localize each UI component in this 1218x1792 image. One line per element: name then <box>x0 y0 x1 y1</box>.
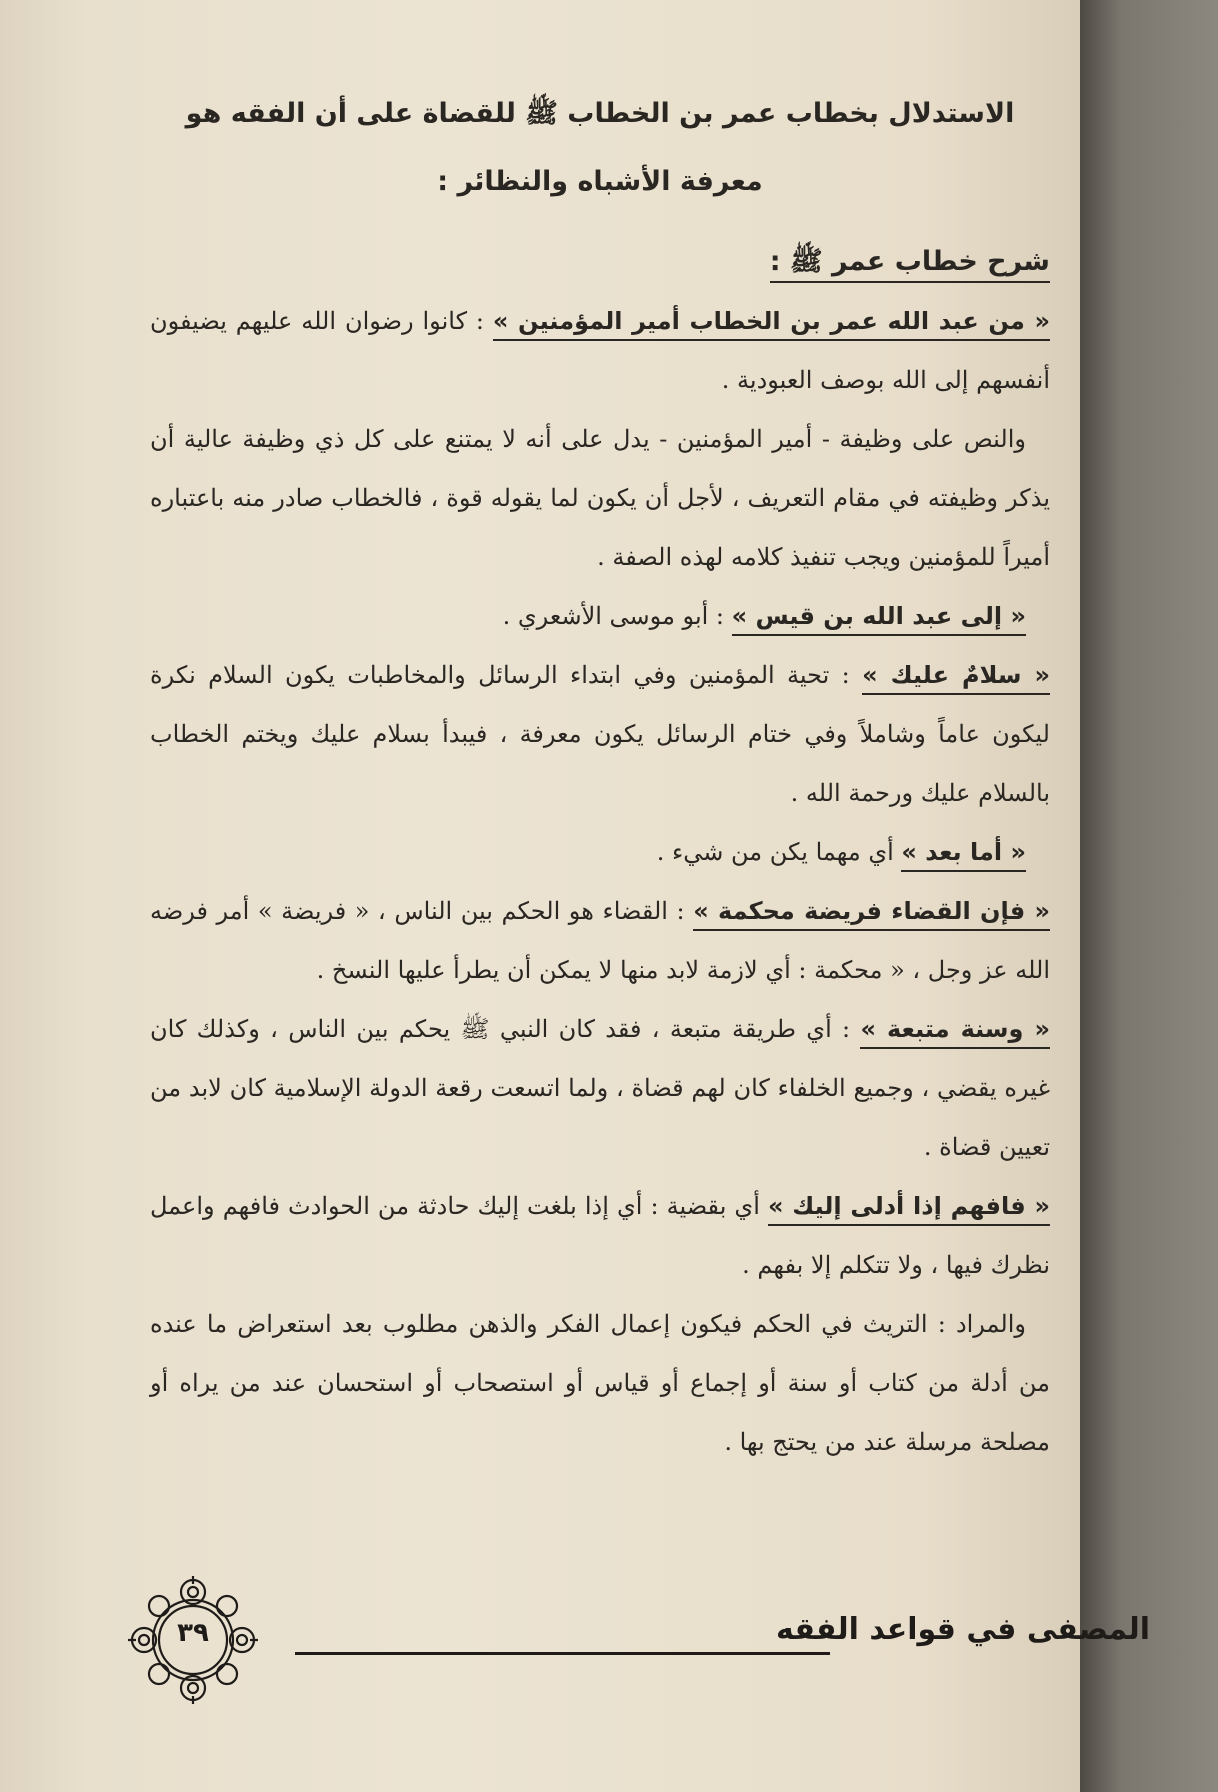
quote-5: « أما بعد » <box>901 838 1026 872</box>
footer-divider <box>295 1652 830 1655</box>
paragraph-8 <box>150 1177 1050 1295</box>
paragraph-5 <box>150 823 1050 882</box>
paragraph-2: والنص على وظيفة - أمير المؤمنين - يدل على أنه لا يمتنع على كل ذي وظيفة عالية أن يذكر وظيفته في مقام التعريف ، لأجل أن يكون لما يقوله قوة ، فالخطاب صادر منه باعتباره أميراً للمؤمنين ويجب تنفيذ كلامه لهذه الصفة . <box>150 425 1050 571</box>
paragraph-7 <box>150 1000 1050 1177</box>
page-footer <box>110 1570 1150 1710</box>
paragraph-1 <box>150 292 1050 410</box>
page-edge-shadow <box>1080 0 1218 1792</box>
quote-3: « إلى عبد الله بن قيس » <box>732 602 1026 636</box>
paragraph-6 <box>150 882 1050 1000</box>
book-title: المصفى في قواعد الفقه <box>776 1612 1150 1647</box>
subheading-text: شرح خطاب عمر ﷺ : <box>770 246 1050 283</box>
paragraph-4 <box>150 646 1050 823</box>
page-content <box>150 80 1050 1472</box>
quote-4: « سلامٌ عليك » <box>862 661 1050 695</box>
explanation-1: : كانوا رضوان الله عليهم يضيفون أنفسهم إلى الله بوصف العبودية . <box>150 307 1050 394</box>
section-heading: الاستدلال بخطاب عمر بن الخطاب ﷺ للقضاة على أن الفقه هو معرفة الأشباه والنظائر : <box>185 98 1015 197</box>
explanation-3: : أبو موسى الأشعري . <box>502 602 732 630</box>
quote-6: « فإن القضاء فريضة محكمة » <box>693 897 1050 931</box>
explanation-7: : أي طريقة متبعة ، فقد كان النبي ﷺ يحكم بين الناس ، وكذلك كان غيره يقضي ، وجميع الخلفاء كان لهم قضاة ، ولما اتسعت رقعة الدولة الإسلامية كان لابد من تعيين قضاة . <box>150 1015 1050 1161</box>
quote-8: « فافهم إذا أدلى إليك » <box>768 1192 1050 1226</box>
quote-1: « من عبد الله عمر بن الخطاب أمير المؤمنين » <box>493 307 1050 341</box>
page-number: ٣٩ <box>177 1618 209 1648</box>
quote-7: « وسنة متبعة » <box>860 1015 1050 1049</box>
paragraph-3 <box>150 587 1050 646</box>
explanation-6: : القضاء هو الحكم بين الناس ، « فريضة » أمر فرضه الله عز وجل ، « محكمة : أي لازمة لابد منها لا يمكن أن يطرأ عليها النسخ . <box>150 897 1050 984</box>
explanation-8: أي بقضية : أي إذا بلغت إليك حادثة من الحوادث فافهم واعمل نظرك فيها ، ولا تتكلم إلا بفهم . <box>150 1192 1050 1279</box>
explanation-4: : تحية المؤمنين وفي ابتداء الرسائل والمخاطبات يكون السلام نكرة ليكون عاماً وشاملاً وفي ختام الرسائل يكون معرفة ، فيبدأ بسلام عليك ويختم الخطاب بالسلام عليك ورحمة الله . <box>150 661 1050 807</box>
paragraph-9: والمراد : التريث في الحكم فيكون إعمال الفكر والذهن مطلوب بعد استعراض ما عنده من أدلة من كتاب أو سنة أو إجماع أو قياس أو استصحاب أو استحسان عند من يراه أو مصلحة مرسلة عند من يحتج بها . <box>150 1310 1050 1456</box>
explanation-5: أي مهما يكن من شيء . <box>656 838 902 866</box>
subheading <box>150 232 1050 292</box>
